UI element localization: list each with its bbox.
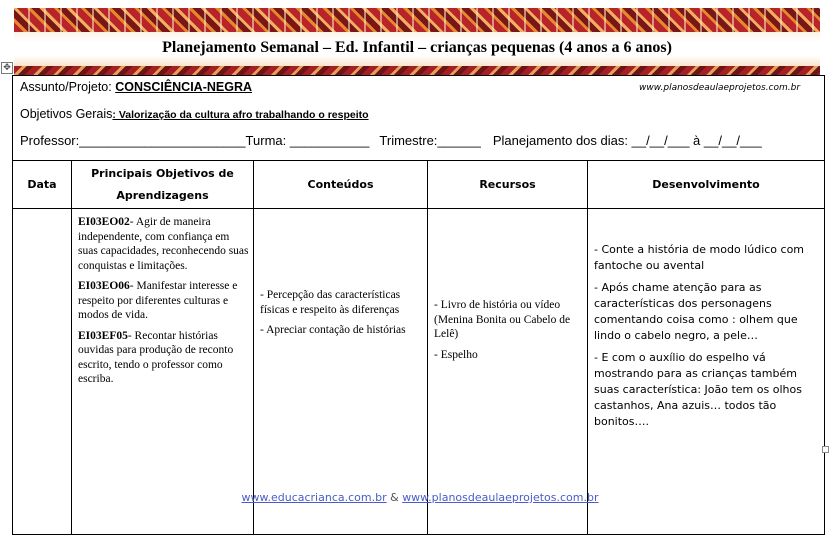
objectives-line bbox=[20, 107, 369, 121]
class-field[interactable]: ___________ bbox=[289, 133, 370, 148]
project-info-cell bbox=[13, 76, 825, 161]
objective-item bbox=[78, 279, 249, 323]
subject-value: CONSCIÊNCIA-NEGRA bbox=[115, 80, 253, 94]
weekly-plan-table bbox=[12, 75, 825, 535]
objective-code: EI03EF05 bbox=[78, 329, 128, 342]
resource-item: - Livro de história ou vídeo (Menina Bonita ou Cabelo de Lelê) bbox=[434, 299, 571, 340]
page-title: Planejamento Semanal – Ed. Infantil – crianças pequenas (4 anos a 6 anos) bbox=[162, 39, 672, 56]
column-header-development: Desenvolvimento bbox=[588, 161, 825, 209]
objective-text: - Recontar histórias ouvidas para produção de reconto escrito, tendo o professor como escriba. bbox=[78, 329, 234, 385]
footer-separator: & bbox=[386, 491, 403, 504]
objective-item bbox=[78, 329, 249, 387]
teacher-field[interactable]: _______________________ bbox=[79, 133, 246, 148]
table-resize-handle-icon[interactable] bbox=[822, 446, 829, 453]
banner-pattern-top bbox=[14, 8, 820, 32]
objectives-cell[interactable] bbox=[72, 209, 254, 535]
objectives-label: Objetivos Gerais bbox=[20, 107, 113, 121]
term-label: Trimestre: bbox=[379, 133, 438, 148]
column-header-objectives-line1: Principais Objetivos de bbox=[91, 166, 234, 180]
dates-field[interactable]: __/__/___ à __/__/___ bbox=[631, 133, 762, 148]
development-item: - Após chame atenção para as características dos personagens comentando coisa como : olhem que lindo o cabelo negro, a pele… bbox=[594, 281, 798, 342]
development-item: - E com o auxílio do espelho vá mostrando para as crianças também suas característica: João tem os olhos castanhos, Ana azuis… todos tão bonitos…. bbox=[594, 351, 802, 428]
objective-text: - Agir de maneira independente, com confiança em suas capacidades, reconhecendo suas conquistas e limitações. bbox=[78, 216, 249, 272]
column-header-date: Data bbox=[13, 161, 72, 209]
subject-line bbox=[20, 80, 252, 94]
content-item: - Percepção das características físicas e respeito às diferenças bbox=[260, 289, 401, 316]
objective-text: - Manifestar interesse e respeito por diferentes culturas e modos de vida. bbox=[78, 280, 238, 321]
date-cell[interactable] bbox=[13, 209, 72, 535]
development-cell[interactable] bbox=[588, 209, 825, 535]
dates-label: Planejamento dos dias: bbox=[492, 133, 628, 148]
column-header-objectives-line2: Aprendizagens bbox=[116, 188, 209, 202]
content-item: - Apreciar contação de histórias bbox=[260, 324, 406, 336]
column-header-resources: Recursos bbox=[428, 161, 588, 209]
footer-link-planosdeaula[interactable]: www.planosdeaulaeprojetos.com.br bbox=[402, 491, 599, 504]
objective-code: EI03EO06 bbox=[78, 280, 130, 292]
footer-link-educacrianca[interactable]: www.educacrianca.com.br bbox=[241, 491, 387, 504]
table-move-handle-icon[interactable]: ✥ bbox=[1, 62, 13, 74]
subject-label: Assunto/Projeto: bbox=[20, 80, 116, 94]
resources-cell[interactable] bbox=[428, 209, 588, 535]
class-label: Turma: bbox=[245, 133, 287, 148]
website-label: www.planosdeaulaeprojetos.com.br bbox=[639, 83, 801, 93]
objective-code: EI03EO02 bbox=[78, 216, 130, 228]
objective-item bbox=[78, 215, 249, 273]
column-header-objectives bbox=[72, 161, 254, 209]
teacher-line bbox=[20, 133, 762, 148]
contents-cell[interactable] bbox=[254, 209, 428, 535]
objectives-value: : Valorização da cultura afro trabalhando o respeito bbox=[112, 109, 369, 121]
column-header-contents: Conteúdos bbox=[254, 161, 428, 209]
development-item: - Conte a história de modo lúdico com fantoche ou avental bbox=[594, 243, 805, 272]
term-field[interactable]: ______ bbox=[437, 133, 481, 148]
teacher-label: Professor: bbox=[20, 133, 80, 148]
footer-links bbox=[0, 491, 840, 504]
resource-item: - Espelho bbox=[434, 348, 478, 361]
header-banner bbox=[14, 8, 820, 76]
